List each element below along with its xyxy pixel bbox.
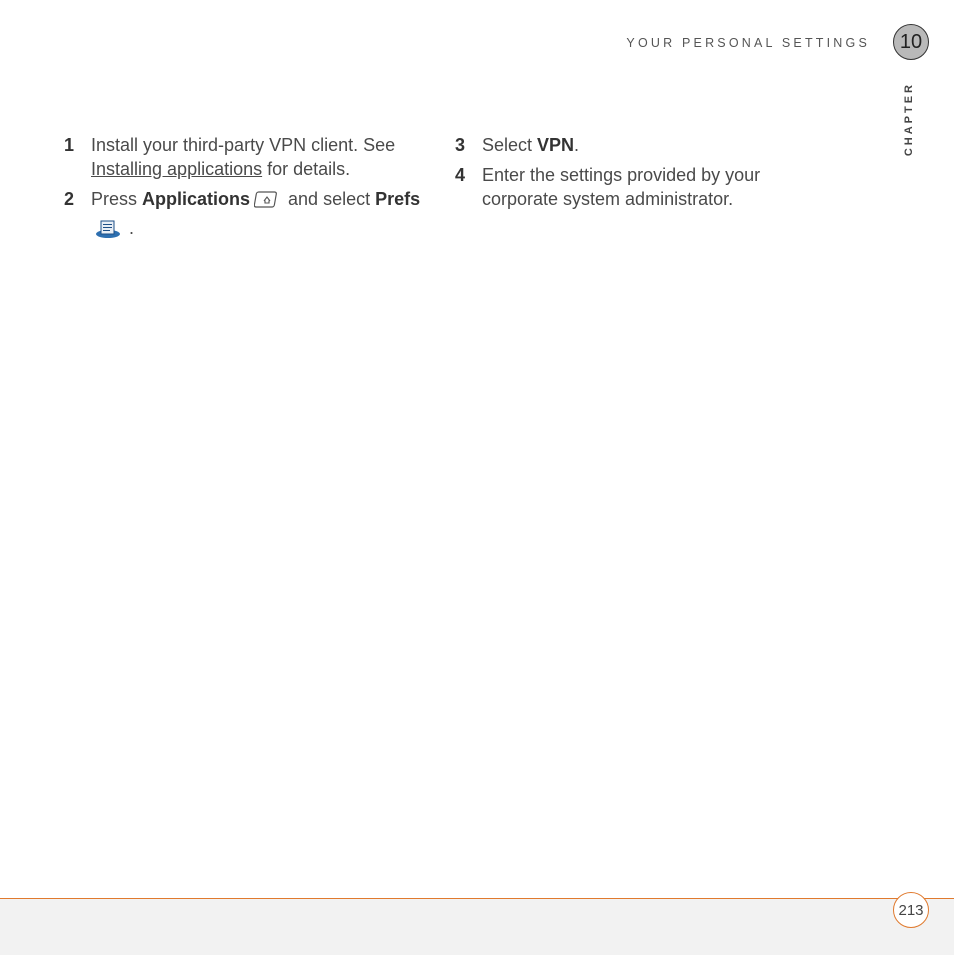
step-text: . — [574, 135, 580, 155]
page-number: 213 — [898, 901, 924, 919]
step-1 — [64, 133, 424, 181]
step-2 — [64, 187, 424, 245]
step-3 — [455, 133, 795, 157]
step-text: . — [124, 218, 135, 238]
footer-bar — [0, 898, 954, 955]
step-text: Install your third-party VPN client. See — [91, 135, 396, 155]
applications-key-icon — [254, 190, 280, 216]
prefs-icon — [95, 219, 121, 245]
chapter-label: CHAPTER — [903, 82, 915, 157]
step-text: and select — [283, 189, 376, 209]
page-number-badge — [893, 892, 929, 928]
step-number: 2 — [64, 189, 75, 209]
applications-label: Applications — [142, 189, 251, 209]
vpn-label: VPN — [537, 135, 575, 155]
step-text: Press — [91, 189, 143, 209]
step-number: 1 — [64, 135, 75, 155]
installing-applications-link[interactable]: Installing applications — [91, 159, 263, 179]
step-number: 4 — [455, 165, 466, 185]
step-text: Select — [482, 135, 538, 155]
chapter-number-badge — [893, 24, 929, 60]
section-title: YOUR PERSONAL SETTINGS — [626, 36, 870, 50]
chapter-number: 10 — [899, 30, 923, 53]
step-text: for details. — [262, 159, 351, 179]
right-column — [455, 133, 795, 217]
step-number: 3 — [455, 135, 466, 155]
prefs-label: Prefs — [375, 189, 421, 209]
step-text: Enter the settings provided by your corporate system administrator. — [482, 165, 761, 209]
left-column — [64, 133, 424, 251]
step-4 — [455, 163, 795, 211]
